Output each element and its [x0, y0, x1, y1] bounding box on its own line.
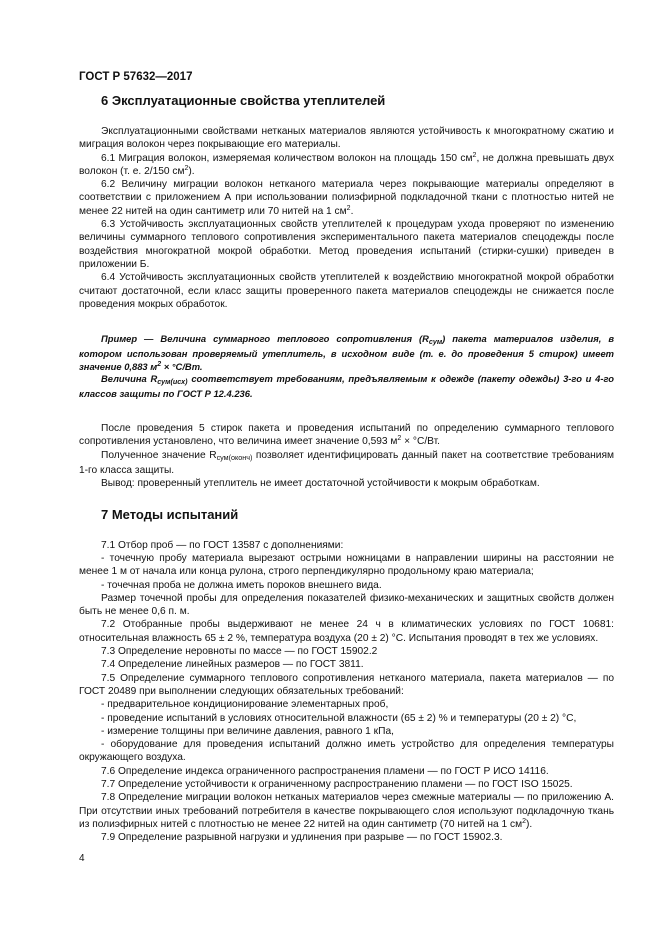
example-block	[79, 333, 614, 400]
document-header: ГОСТ Р 57632—2017	[79, 71, 193, 83]
paragraph-7-1-size: Размер точечной пробы для определения показателей физико-механических и защитных свойств должен быть не менее 0,6 п. м.	[79, 592, 614, 618]
paragraph-7-3: 7.3 Определение неровноты по массе — по ГОСТ 15902.2	[101, 646, 378, 658]
paragraph-6-1: 6.1 Миграция волокон, измеряемая количеством волокон на площадь 150 $см^2$, не должна превышать двух волокон (т. е. 2/150 $см^2$).	[79, 151, 614, 177]
paragraph-7-5: 7.5 Определение суммарного теплового сопротивления нетканого материала, пакета материалов — по ГОСТ 20489 при выполнении следующих обязательных требований:	[79, 672, 614, 697]
page-number: 4	[79, 853, 85, 864]
paragraph-7-6: 7.6 Определение индекса ограниченного распространения пламени — по ГОСТ Р ИСО 14116.	[101, 765, 549, 777]
paragraph-7-1-item-a: - точечную пробу материала вырезают острыми ножницами в направлении ширины на расстоянии не менее 1 м от начала или конца рулона, строго перпендикулярно продольному краю материала;	[79, 552, 614, 578]
paragraph-final-value: Полученное значение $R_{сум(оконч)}$ позволяет идентифицировать данный пакет на соответствие требованиям 1-го класса защиты.	[79, 449, 614, 477]
paragraph-6-3: 6.3 Устойчивость эксплуатационных свойств утеплителей к процедурам ухода проверяют по изменению величины суммарного теплового сопротивления экспериментального пакета материалов спецодежды после воздействия многократной мокрой обработки. Метод проведения испытаний (стирки-сушки) приведен в приложении Б.	[79, 219, 614, 270]
paragraph-6-intro: Эксплуатационными свойствами нетканых материалов являются устойчивость к многократному сжатию и миграция волокон через покрывающие его материалы.	[79, 126, 614, 151]
paragraph-7-5-item-c: - измерение толщины при величине давления, равного 1 кПа,	[101, 725, 394, 737]
paragraph-7-1-item-b: - точечная проба не должна иметь пороков внешнего вида.	[101, 579, 382, 591]
paragraph-7-2: 7.2 Отобранные пробы выдерживают не менее 24 ч в климатических условиях по ГОСТ 10681: относительная влажность 65 ± 2 %, температура воздуха (20 ± 2) °С. Испытания проводят в тех же условиях.	[79, 619, 614, 644]
example-paragraph-2: Величина $R_{сум(исх)}$ соответствует требованиям, предъявляемым к одежде (пакету одежды) 3-го и 4-го классов защиты по ГОСТ Р 12.4.236.	[79, 372, 614, 399]
section-6-title: 6 Эксплуатационные свойства утеплителей	[101, 93, 386, 108]
paragraph-7-8: 7.8 Определение миграции волокон нетканых материалов через смежные материалы — по приложению А. При отсутствии иных требований потребителя в качестве покрывающего слоя используют подкладочную ткань из полиэфирных нитей с плотностью не менее 22 нитей на один сантиметр (70 нитей на 1 $см^2$).	[79, 792, 614, 830]
paragraph-conclusion: Вывод: проверенный утеплитель не имеет достаточной устойчивости к мокрым обработкам.	[101, 478, 540, 490]
paragraph-7-9: 7.9 Определение разрывной нагрузки и удлинения при разрыве — по ГОСТ 15902.3.	[101, 832, 503, 844]
paragraph-6-4: 6.4 Устойчивость эксплуатационных свойств утеплителей к воздействию многократной мокрой обработки считают достаточной, если класс защиты проверенного пакета материалов спецодежды не снижается после проведения мокрых обработок.	[79, 272, 614, 310]
paragraph-6-2: 6.2 Величину миграции волокон нетканого материала через покрывающие материалы определяют в соответствии с приложением А при использовании полиэфирной подкладочной ткани с плотностью нитей не менее 22 нитей на один сантиметр или 70 нитей на 1 $см^2$.	[79, 179, 614, 217]
paragraph-7-5-item-a: - предварительное кондиционирование элементарных проб,	[101, 699, 389, 711]
section-7-title: 7 Методы испытаний	[101, 506, 239, 522]
paragraph-7-7: 7.7 Определение устойчивости к ограниченному распространению пламени — по ГОСТ ISO 15025.	[101, 779, 573, 790]
paragraph-7-5-item-b: - проведение испытаний в условиях относительной влажности (65 ± 2) % и температуры (20 ± 2) °С,	[101, 712, 577, 724]
page-content	[79, 93, 614, 844]
paragraph-7-4: 7.4 Определение линейных размеров — по ГОСТ 3811.	[101, 659, 364, 671]
paragraph-7-5-item-d: - оборудование для проведения испытаний должно иметь устройство для определения температуры окружающего воздуха.	[79, 739, 614, 764]
paragraph-after-washing: После проведения 5 стирок пакета и проведения испытаний по определению суммарного теплового сопротивления установлено, что величина имеет значение 0,593 $м^2 \times ^\circ С/Вт$.	[79, 423, 614, 448]
paragraph-7-1: 7.1 Отбор проб — по ГОСТ 13587 с дополнениями:	[101, 539, 344, 551]
example-paragraph-1: Пример — Величина суммарного теплового сопротивления $(R_{сум})$ пакета материалов изделия, в котором использован проверяемый утеплитель, в исходном виде (т. е. до проведения 5 стирок) имеет значение 0,883 $м^2 \times ^\circ С/Вт$.	[79, 333, 614, 372]
